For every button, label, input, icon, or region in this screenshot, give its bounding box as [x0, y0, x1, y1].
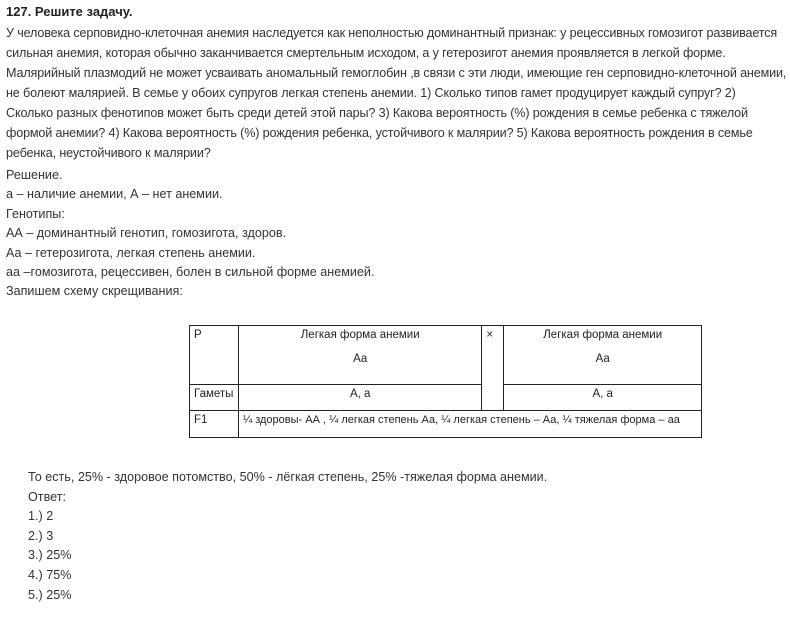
gametes-parent1: А, а	[238, 385, 481, 411]
cross-symbol: ×	[482, 326, 504, 411]
solution-line: Запишем схему скрещивания:	[6, 284, 183, 299]
solution-line: Решение.	[6, 168, 63, 182]
problem-line: Сколько разных фенотипов может быть среди детей этой пары? 3) Какова вероятность (%) рождения в семье ребенка с тяжелой	[6, 106, 748, 120]
answer-item: 2.) 3	[28, 528, 54, 543]
solution-text	[6, 166, 374, 302]
answer-item: 3.) 25%	[28, 548, 72, 563]
summary-line: То есть, 25% - здоровое потомство, 50% - лёгкая степень, 25% -тяжелая форма анемии.	[28, 470, 548, 484]
problem-line: Малярийный плазмодий не может усваивать аномальный гемоглобин ,в связи с эти люди, имеющие ген серповидно-клеточной анемии,	[6, 66, 787, 80]
answer-item: 4.) 75%	[28, 567, 72, 582]
answer-label: Ответ:	[28, 489, 66, 504]
parent1-phenotype: Легкая форма анемии	[300, 329, 420, 341]
answer-item: 5.) 25%	[28, 587, 72, 602]
parent2-phenotype: Легкая форма анемии	[543, 329, 663, 341]
parent1-cell	[238, 326, 481, 385]
solution-line: Аа – гетерозигота, легкая степень анемии.	[6, 245, 256, 260]
answer-section	[28, 468, 547, 605]
p-label: P	[190, 326, 239, 385]
f1-label: F1	[190, 411, 239, 438]
parent2-genotype: Аа	[595, 353, 610, 365]
answer-item: 1.) 2	[28, 509, 54, 524]
solution-line: аа –гомозигота, рецессивен, болен в сильной форме анемией.	[6, 265, 375, 280]
parent2-cell	[504, 326, 702, 385]
problem-line: У человека серповидно-клеточная анемия наследуется как неполностью доминантный признак: у рецессивных гомозигот развивается	[6, 26, 778, 40]
gametes-parent2: А, а	[504, 385, 702, 411]
problem-text	[6, 23, 790, 163]
gametes-label: Гаметы	[190, 385, 239, 411]
parent1-genotype: Аа	[353, 353, 368, 365]
problem-line: не болеют малярией. В семье у обоих супругов легкая степень анемии. 1) Сколько типов гамет продуцирует каждый супруг? 2)	[6, 86, 736, 100]
problem-line: ребенка, неустойчивого к малярии?	[6, 146, 211, 160]
problem-line: сильная анемия, которая обычно заканчивается смертельным исходом, а у гетерозигот анемия проявляется в легкой форме.	[6, 46, 726, 60]
solution-line: а – наличие анемии, А – нет анемии.	[6, 187, 223, 202]
problem-title: 127. Решите задачу.	[6, 4, 133, 19]
problem-line: формой анемии? 4) Какова вероятность (%) рождения ребенка, устойчивого к малярии? 5) Какова вероятность рождения в семье	[6, 126, 753, 140]
f1-offspring: ¼ здоровы- АА , ¼ легкая степень Аа, ¼ легкая степень – Аа, ¼ тяжелая форма – аа	[238, 411, 701, 438]
solution-line: АА – доминантный генотип, гомозигота, здоров.	[6, 226, 287, 241]
solution-line: Генотипы:	[6, 206, 65, 221]
cross-scheme-table	[189, 325, 702, 438]
